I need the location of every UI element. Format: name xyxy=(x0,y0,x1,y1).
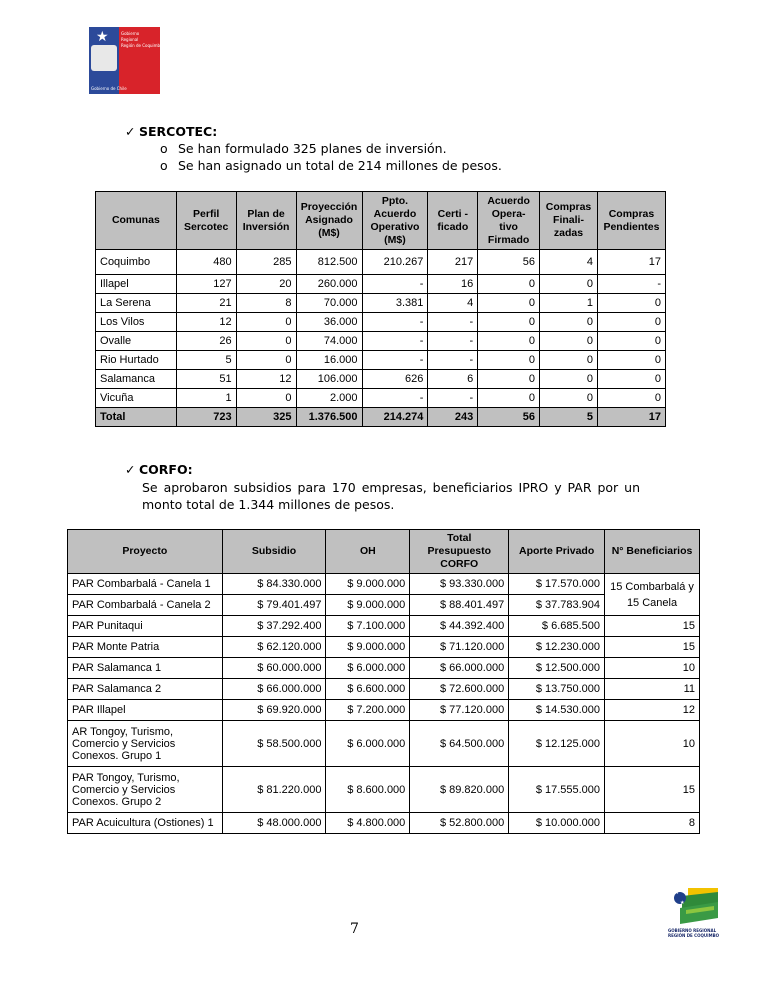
value-cell: $ 37.292.400 xyxy=(222,616,326,637)
col-header: Total Presupuesto CORFO xyxy=(410,530,509,574)
value-cell: 0 xyxy=(478,294,540,313)
col-header: Compras Pendientes xyxy=(597,192,665,250)
value-cell: 0 xyxy=(478,313,540,332)
logo-text-3: Región de Coquimbo xyxy=(121,43,163,48)
value-cell: 127 xyxy=(176,275,236,294)
beneficiarios-cell: 8 xyxy=(605,813,700,834)
project-cell: AR Tongoy, Turismo, Comercio y Servicios Conexos. Grupo 1 xyxy=(68,721,223,767)
value-cell: 12 xyxy=(236,370,296,389)
total-cell: 325 xyxy=(236,408,296,427)
value-cell: - xyxy=(428,313,478,332)
table-row xyxy=(96,370,666,389)
total-cell: 5 xyxy=(540,408,598,427)
value-cell: 0 xyxy=(236,313,296,332)
value-cell: $ 64.500.000 xyxy=(410,721,509,767)
value-cell: $ 12.230.000 xyxy=(509,637,605,658)
value-cell: 26 xyxy=(176,332,236,351)
value-cell: $ 8.600.000 xyxy=(326,767,410,813)
value-cell: - xyxy=(428,389,478,408)
comuna-cell: Vicuña xyxy=(96,389,177,408)
value-cell: $ 6.000.000 xyxy=(326,721,410,767)
sercotec-bullet-1 xyxy=(160,141,447,156)
table-row xyxy=(96,294,666,313)
logo-text-1: Gobierno xyxy=(121,31,140,36)
value-cell: $ 79.401.497 xyxy=(222,595,326,616)
value-cell: 0 xyxy=(597,332,665,351)
footer-logo-text xyxy=(668,928,719,938)
value-cell: - xyxy=(362,332,428,351)
comuna-cell: Coquimbo xyxy=(96,250,177,275)
value-cell: 812.500 xyxy=(296,250,362,275)
value-cell: - xyxy=(362,351,428,370)
value-cell: 56 xyxy=(478,250,540,275)
value-cell: 0 xyxy=(540,332,598,351)
col-header: Comunas xyxy=(96,192,177,250)
value-cell: $ 89.820.000 xyxy=(410,767,509,813)
value-cell: 0 xyxy=(597,370,665,389)
value-cell: $ 81.220.000 xyxy=(222,767,326,813)
value-cell: $ 88.401.497 xyxy=(410,595,509,616)
value-cell: $ 12.500.000 xyxy=(509,658,605,679)
value-cell: $ 17.555.000 xyxy=(509,767,605,813)
value-cell: 0 xyxy=(478,370,540,389)
value-cell: 0 xyxy=(236,389,296,408)
col-header: OH xyxy=(326,530,410,574)
col-header: Proyecto xyxy=(68,530,223,574)
value-cell: $ 52.800.000 xyxy=(410,813,509,834)
value-cell: $ 44.392.400 xyxy=(410,616,509,637)
value-cell: 1 xyxy=(540,294,598,313)
col-header: Proyección Asignado (M$) xyxy=(296,192,362,250)
beneficiarios-merged-cell: 15 Combarbalá y 15 Canela xyxy=(605,574,700,616)
value-cell: 5 xyxy=(176,351,236,370)
project-cell: PAR Tongoy, Turismo, Comercio y Servicios Conexos. Grupo 2 xyxy=(68,767,223,813)
table-row xyxy=(68,679,700,700)
value-cell: 8 xyxy=(236,294,296,313)
value-cell: 20 xyxy=(236,275,296,294)
col-header: N° Beneficiarios xyxy=(605,530,700,574)
project-cell: PAR Combarbalá - Canela 2 xyxy=(68,595,223,616)
value-cell: 210.267 xyxy=(362,250,428,275)
value-cell: $ 60.000.000 xyxy=(222,658,326,679)
value-cell: 0 xyxy=(597,294,665,313)
value-cell: 0 xyxy=(478,275,540,294)
value-cell: $ 12.125.000 xyxy=(509,721,605,767)
value-cell: $ 4.800.000 xyxy=(326,813,410,834)
value-cell: 106.000 xyxy=(296,370,362,389)
project-cell: PAR Punitaqui xyxy=(68,616,223,637)
value-cell: 0 xyxy=(478,351,540,370)
total-cell: Total xyxy=(96,408,177,427)
circle-bullet-icon: o xyxy=(160,158,168,173)
logo-text-2: Regional xyxy=(121,37,139,42)
table-row xyxy=(96,275,666,294)
project-cell: PAR Salamanca 1 xyxy=(68,658,223,679)
value-cell: $ 6.000.000 xyxy=(326,658,410,679)
value-cell: $ 13.750.000 xyxy=(509,679,605,700)
value-cell: 0 xyxy=(540,351,598,370)
bullet-text: Se han formulado 325 planes de inversión. xyxy=(178,141,447,156)
value-cell: $ 66.000.000 xyxy=(222,679,326,700)
col-header: Acuerdo Opera- tivo Firmado xyxy=(478,192,540,250)
value-cell: $ 9.000.000 xyxy=(326,595,410,616)
value-cell: 0 xyxy=(478,389,540,408)
value-cell: $ 17.570.000 xyxy=(509,574,605,595)
value-cell: $ 6.685.500 xyxy=(509,616,605,637)
svg-text:★: ★ xyxy=(680,900,685,906)
footer-logo-line-1: GOBIERNO REGIONAL xyxy=(668,928,717,933)
table-row xyxy=(68,813,700,834)
value-cell: $ 77.120.000 xyxy=(410,700,509,721)
bullet-text: Se han asignado un total de 214 millones de pesos. xyxy=(178,158,502,173)
value-cell: 2.000 xyxy=(296,389,362,408)
table-row xyxy=(68,700,700,721)
table-row xyxy=(96,389,666,408)
value-cell: 16.000 xyxy=(296,351,362,370)
value-cell: 217 xyxy=(428,250,478,275)
col-header: Perfil Sercotec xyxy=(176,192,236,250)
total-cell: 56 xyxy=(478,408,540,427)
beneficiarios-cell: 15 xyxy=(605,767,700,813)
coquimbo-emblem-icon xyxy=(668,884,724,928)
beneficiarios-cell: 15 xyxy=(605,616,700,637)
beneficiarios-cell: 10 xyxy=(605,658,700,679)
value-cell: $ 7.200.000 xyxy=(326,700,410,721)
value-cell: - xyxy=(428,351,478,370)
page-number: 7 xyxy=(350,921,359,937)
value-cell: 626 xyxy=(362,370,428,389)
value-cell: 16 xyxy=(428,275,478,294)
col-header: Subsidio xyxy=(222,530,326,574)
sercotec-total-row xyxy=(96,408,666,427)
checkmark-icon: ✓ xyxy=(125,462,136,477)
col-header: Compras Finali- zadas xyxy=(540,192,598,250)
comuna-cell: Illapel xyxy=(96,275,177,294)
value-cell: $ 62.120.000 xyxy=(222,637,326,658)
svg-text:★: ★ xyxy=(674,889,680,896)
value-cell: 36.000 xyxy=(296,313,362,332)
corfo-title: CORFO: xyxy=(139,462,193,477)
value-cell: $ 66.000.000 xyxy=(410,658,509,679)
value-cell: 260.000 xyxy=(296,275,362,294)
value-cell: - xyxy=(362,389,428,408)
comuna-cell: Salamanca xyxy=(96,370,177,389)
value-cell: 0 xyxy=(236,332,296,351)
table-row xyxy=(68,637,700,658)
table-row xyxy=(68,616,700,637)
total-cell: 1.376.500 xyxy=(296,408,362,427)
value-cell: - xyxy=(362,275,428,294)
col-header: Plan de Inversión xyxy=(236,192,296,250)
circle-bullet-icon: o xyxy=(160,141,168,156)
project-cell: PAR Illapel xyxy=(68,700,223,721)
value-cell: $ 6.600.000 xyxy=(326,679,410,700)
logo-blue-panel xyxy=(89,27,119,94)
sercotec-header-row xyxy=(96,192,666,250)
checkmark-icon: ✓ xyxy=(125,124,136,139)
gobierno-regional-coquimbo-logo xyxy=(668,884,724,938)
value-cell: $ 9.000.000 xyxy=(326,574,410,595)
value-cell: 285 xyxy=(236,250,296,275)
value-cell: 1 xyxy=(176,389,236,408)
value-cell: 0 xyxy=(478,332,540,351)
gobierno-regional-logo xyxy=(89,27,163,94)
table-row xyxy=(96,313,666,332)
value-cell: $ 10.000.000 xyxy=(509,813,605,834)
project-cell: PAR Salamanca 2 xyxy=(68,679,223,700)
logo-text-bottom: Gobierno de Chile xyxy=(91,86,127,91)
sercotec-title: SERCOTEC: xyxy=(139,124,218,139)
value-cell: $ 48.000.000 xyxy=(222,813,326,834)
sercotec-bullet-2 xyxy=(160,158,502,173)
value-cell: 21 xyxy=(176,294,236,313)
value-cell: 4 xyxy=(428,294,478,313)
project-cell: PAR Monte Patria xyxy=(68,637,223,658)
value-cell: 0 xyxy=(597,351,665,370)
value-cell: $ 9.000.000 xyxy=(326,637,410,658)
col-header: Ppto. Acuerdo Operativo (M$) xyxy=(362,192,428,250)
crest-icon xyxy=(91,45,117,71)
value-cell: 0 xyxy=(597,389,665,408)
total-cell: 214.274 xyxy=(362,408,428,427)
value-cell: 0 xyxy=(540,313,598,332)
table-row xyxy=(96,332,666,351)
value-cell: - xyxy=(597,275,665,294)
value-cell: $ 7.100.000 xyxy=(326,616,410,637)
value-cell: 70.000 xyxy=(296,294,362,313)
value-cell: $ 72.600.000 xyxy=(410,679,509,700)
table-row xyxy=(68,721,700,767)
star-icon: ★ xyxy=(96,29,109,45)
col-header: Aporte Privado xyxy=(509,530,605,574)
value-cell: - xyxy=(428,332,478,351)
value-cell: 4 xyxy=(540,250,598,275)
table-row xyxy=(96,351,666,370)
value-cell: 12 xyxy=(176,313,236,332)
value-cell: 3.381 xyxy=(362,294,428,313)
total-cell: 243 xyxy=(428,408,478,427)
corfo-header-row xyxy=(68,530,700,574)
beneficiarios-cell: 15 xyxy=(605,637,700,658)
comuna-cell: Rio Hurtado xyxy=(96,351,177,370)
table-row xyxy=(68,767,700,813)
value-cell: 74.000 xyxy=(296,332,362,351)
comuna-cell: Los Vilos xyxy=(96,313,177,332)
total-cell: 17 xyxy=(597,408,665,427)
table-row xyxy=(68,574,700,595)
beneficiarios-cell: 11 xyxy=(605,679,700,700)
value-cell: 0 xyxy=(236,351,296,370)
beneficiarios-cell: 12 xyxy=(605,700,700,721)
value-cell: $ 37.783.904 xyxy=(509,595,605,616)
value-cell: $ 84.330.000 xyxy=(222,574,326,595)
value-cell: $ 14.530.000 xyxy=(509,700,605,721)
sercotec-table xyxy=(95,191,666,427)
total-cell: 723 xyxy=(176,408,236,427)
value-cell: 480 xyxy=(176,250,236,275)
value-cell: $ 69.920.000 xyxy=(222,700,326,721)
value-cell: $ 71.120.000 xyxy=(410,637,509,658)
value-cell: 17 xyxy=(597,250,665,275)
col-header: Certi - ficado xyxy=(428,192,478,250)
value-cell: 0 xyxy=(540,389,598,408)
table-row xyxy=(96,250,666,275)
corfo-table xyxy=(67,529,700,834)
project-cell: PAR Acuicultura (Ostiones) 1 xyxy=(68,813,223,834)
comuna-cell: Ovalle xyxy=(96,332,177,351)
comuna-cell: La Serena xyxy=(96,294,177,313)
corfo-heading xyxy=(125,462,193,477)
value-cell: 51 xyxy=(176,370,236,389)
logo-red-panel xyxy=(91,27,163,94)
value-cell: $ 93.330.000 xyxy=(410,574,509,595)
footer-logo-line-2: REGIÓN DE COQUIMBO xyxy=(668,933,720,938)
corfo-paragraph: Se aprobaron subsidios para 170 empresas, beneficiarios IPRO y PAR por un monto total de 1.344 millones de pesos. xyxy=(142,480,640,512)
beneficiarios-cell: 10 xyxy=(605,721,700,767)
table-row xyxy=(68,658,700,679)
sercotec-heading xyxy=(125,124,217,139)
value-cell: 6 xyxy=(428,370,478,389)
value-cell: - xyxy=(362,313,428,332)
value-cell: 0 xyxy=(540,370,598,389)
value-cell: 0 xyxy=(597,313,665,332)
value-cell: 0 xyxy=(540,275,598,294)
project-cell: PAR Combarbalá - Canela 1 xyxy=(68,574,223,595)
value-cell: $ 58.500.000 xyxy=(222,721,326,767)
